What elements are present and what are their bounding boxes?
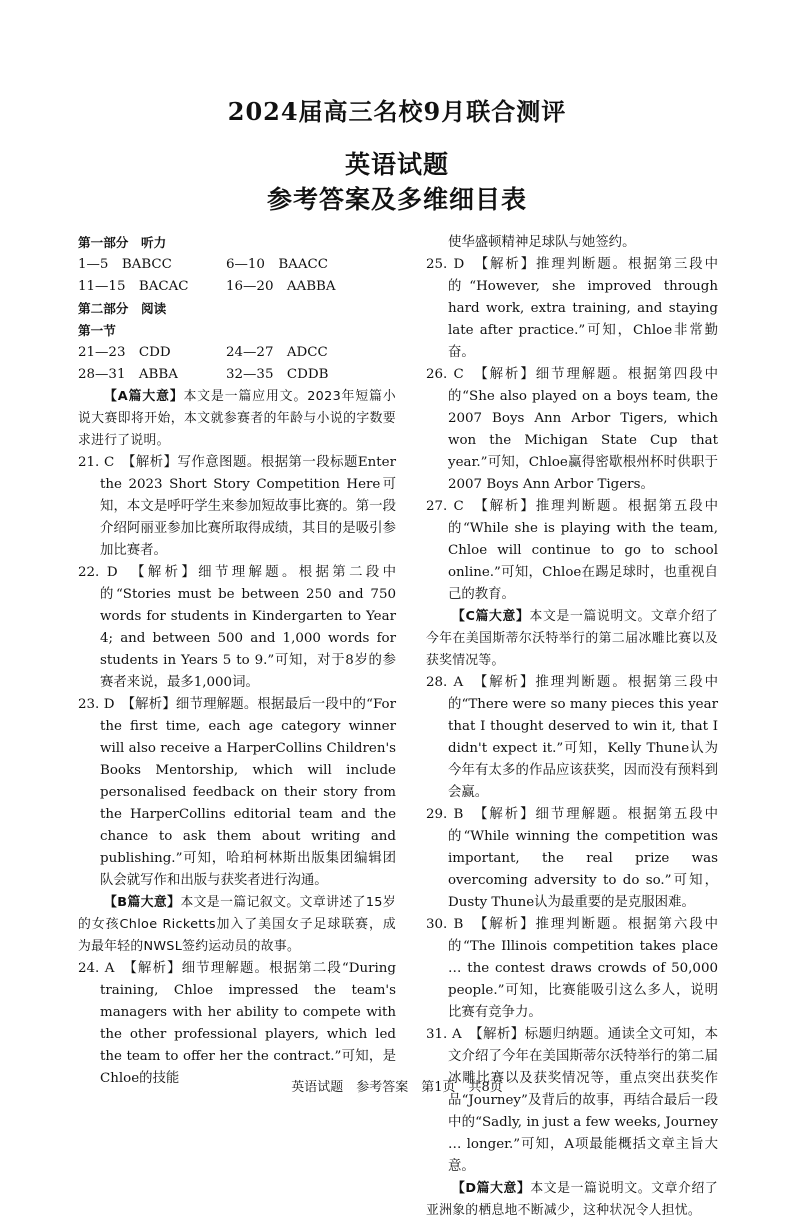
summary-text: 本文是一篇说明文。文章介绍了今年在美国斯蒂尔沃特举行的第二届冰雕比赛以及获奖情况等。 [426, 609, 718, 668]
summary-label: 【C篇大意】 [452, 609, 530, 624]
question-24-continued: 使华盛顿精神足球队与她签约。 [448, 235, 636, 250]
question-25: 25. D 【解析】推理判断题。根据第三段中的“However, she improved through hard work, extra training, and staying late after practice.”可知，Chloe非常勤奋。 [426, 257, 718, 360]
answer-key-title: 参考答案及多维细目表 [266, 185, 527, 214]
answer-group: 21—23 CDD [78, 345, 171, 360]
right-column [426, 232, 718, 1222]
page-footer: 英语试题 参考答案 第1页 共8页 [291, 1080, 503, 1095]
passage-a-summary [78, 386, 396, 452]
answer-row [78, 254, 396, 276]
question-24: 24. A 【解析】细节理解题。根据第二段“During training, Chloe impressed the team's managers with her ability to compete with the other professional players, which led the team to offer her the contract.”可知，是Chloe的技能 [78, 961, 396, 1086]
answer-group: 11—15 BACAC [78, 279, 189, 294]
part1-heading: 第一部分 听力 [78, 235, 167, 250]
question-30: 30. B 【解析】推理判断题。根据第六段中的“The Illinois competition takes place … the contest draws crowds of 50,000 people.”可知，比赛能吸引这么多人，说明比赛有竞争力。 [426, 917, 718, 1020]
passage-b-summary [78, 892, 396, 958]
summary-label: 【B篇大意】 [104, 895, 181, 910]
left-column [78, 232, 396, 1090]
section1-heading: 第一节 [78, 323, 116, 338]
question-22: 22. D 【解析】细节理解题。根据第二段中的“Stories must be between 250 and 750 words for students in Kindergarten to Year 4; and between 500 and 1,000 words for students in Years 5 to 9.”可知，对于8岁的参赛者来说，最多1,000词。 [78, 565, 396, 690]
summary-text: 本文是一篇说明文。文章介绍了亚洲象的栖息地不断减少，这种状况令人担忧。 [426, 1181, 718, 1218]
answer-group: 1—5 BABCC [78, 257, 172, 272]
passage-c-summary [426, 606, 718, 672]
question-23: 23. D 【解析】细节理解题。根据最后一段中的“For the first time, each age category winner will also receive a HarperCollins Children's Books Mentorship, which will include personalised feedback on their story from the HarperCollins editorial team and the chance to ask them about writing and publishing.”可知，哈珀柯林斯出版集团编辑团队会就写作和出版与获奖者进行沟通。 [78, 697, 396, 888]
question-21: 21. C 【解析】写作意图题。根据第一段标题Enter the 2023 Short Story Competition Here可知，本文是呼吁学生来参加短故事比赛的。第一段介绍阿丽亚参加比赛所取得成绩，其目的是吸引参加比赛者。 [78, 455, 396, 558]
summary-text: 本文是一篇应用文。2023年短篇小说大赛即将开始，本文就参赛者的年龄与小说的字数要求进行了说明。 [78, 389, 396, 448]
answer-row [78, 364, 396, 386]
summary-text: 本文是一篇记叙文。文章讲述了15岁的女孩Chloe Ricketts加入了美国女子足球联赛，成为最年轻的NWSL签约运动员的故事。 [78, 895, 396, 954]
answer-group: 32—35 CDDB [226, 367, 329, 382]
part2-heading: 第二部分 阅读 [78, 301, 167, 316]
summary-label: 【A篇大意】 [104, 389, 184, 404]
question-31: 31. A 【解析】标题归纳题。通读全文可知，本文介绍了今年在美国斯蒂尔沃特举行的第二届冰雕比赛以及获奖情况等，重点突出获奖作品“Journey”及背后的故事，再结合最后一段中的“Sadly, in just a few weeks, Journey … longer.”可知，A项最能概括文章主旨大意。 [426, 1027, 718, 1174]
answer-group: 6—10 BAACC [226, 257, 329, 272]
answer-group: 16—20 AABBA [226, 279, 336, 294]
subject-title: 英语试题 [344, 150, 449, 179]
summary-label: 【D篇大意】 [452, 1181, 531, 1196]
answer-row [78, 276, 396, 298]
passage-d-summary [426, 1178, 718, 1222]
question-26: 26. C 【解析】细节理解题。根据第四段中的“She also played on a boys team, the 2007 Boys Ann Arbor Tigers, which won the Michigan State Cup that year.”可知，Chloe赢得密歇根州杯时供职于2007 Boys Ann Arbor Tigers。 [426, 367, 718, 492]
question-29: 29. B 【解析】细节理解题。根据第五段中的“While winning the competition was important, the real prize was overcoming adversity to do so.”可知，Dusty Thune认为最重要的是克服困难。 [426, 807, 718, 910]
question-27: 27. C 【解析】推理判断题。根据第五段中的“While she is playing with the team, Chloe will continue to go to school online.”可知，Chloe在踢足球时，也重视自己的教育。 [426, 499, 718, 602]
answer-group: 24—27 ADCC [226, 345, 328, 360]
answer-row [78, 342, 396, 364]
answer-group: 28—31 ABBA [78, 367, 178, 382]
question-28: 28. A 【解析】推理判断题。根据第三段中的“There were so many pieces this year that I thought deserved to win it, that I didn't expect it.”可知，Kelly Thune认为今年有太多的作品应该获奖，因而没有预料到会赢。 [426, 675, 718, 800]
doc-title: 2024届高三名校9月联合测评 [227, 97, 567, 126]
